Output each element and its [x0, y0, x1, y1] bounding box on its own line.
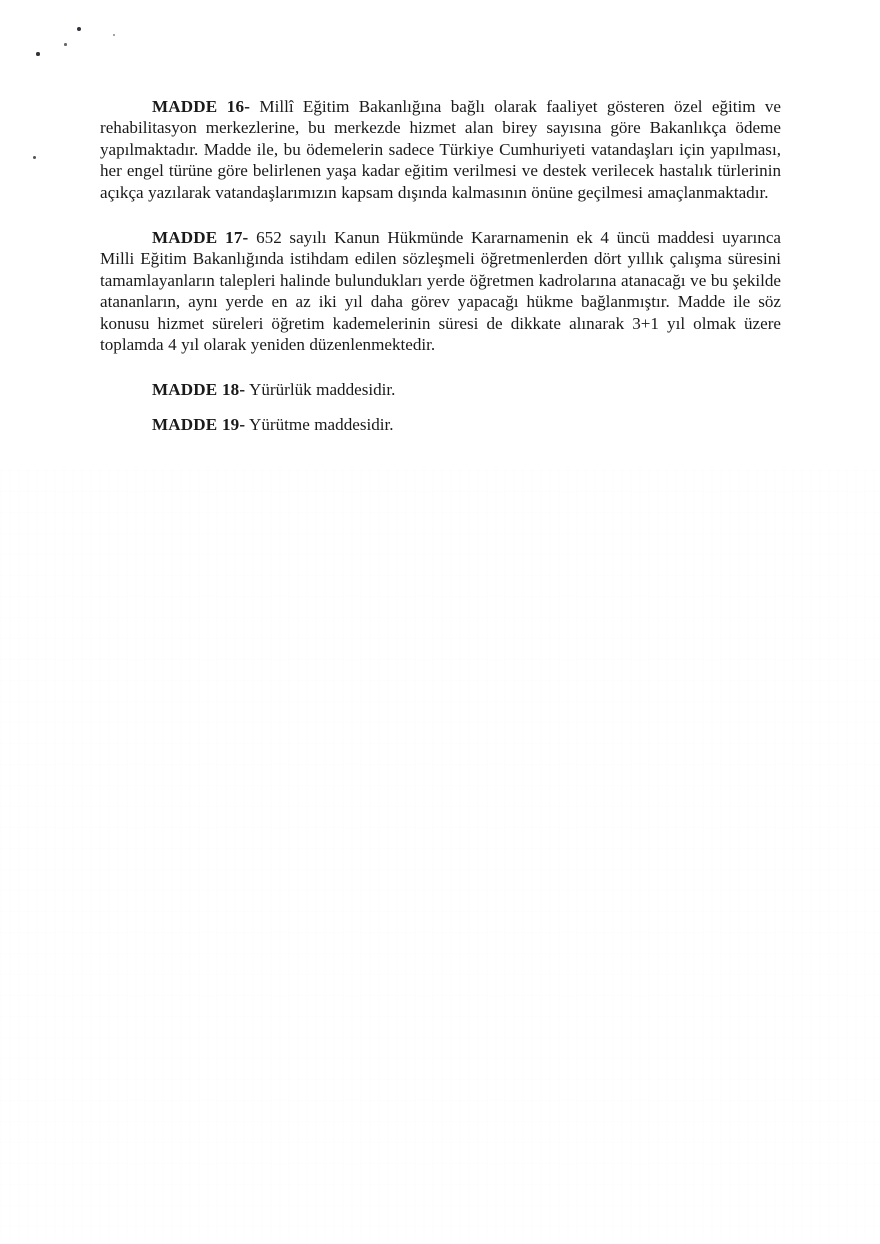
article-text-madde-18: Yürürlük maddesidir.: [245, 380, 396, 400]
scan-speck: [36, 52, 40, 56]
scan-speck: [113, 34, 115, 36]
paragraph-madde-19: [100, 414, 781, 435]
paragraph-madde-18: [100, 379, 781, 400]
scan-bleedthrough-texture: [0, 470, 880, 1244]
article-text-madde-17: 652 sayılı Kanun Hükmünde Kararnamenin ek 4 üncü maddesi uyarınca Milli Eğitim Bakanlığında istihdam edilen sözleşmeli öğretmenlerden dört yıllık çalışma süresini tamamlayanların talepleri halinde bulundukları yerde öğretmen kadrolarına atanacağı ve bu şekilde atananların, aynı yerde en az iki yıl daha görev yapacağı hükme bağlanmıştır. Madde ile söz konusu hizmet süreleri öğretim kademelerinin süresi de dikkate alınarak 3+1 yıl olmak üzere toplamda 4 yıl olarak yeniden düzenlenmektedir.: [100, 228, 781, 355]
scan-speck: [77, 27, 81, 31]
article-label-madde-19: MADDE 19-: [152, 414, 246, 434]
article-text-madde-16: Millî Eğitim Bakanlığına bağlı olarak faaliyet gösteren özel eğitim ve rehabilitasyon merkezlerine, bu merkezde hizmet alan birey sayısına göre Bakanlıkça ödeme yapılmaktadır. Madde ile, bu ödemelerin sadece Türkiye Cumhuriyeti vatandaşları için yapılması, her engel türüne göre belirlenen yaşa kadar eğitim verilmesi ve destek verilecek hastalık türlerinin açıkça yazılarak vatandaşlarımızın kapsam dışında kalmasının önüne geçilmesi amaçlanmaktadır.: [100, 97, 781, 202]
scan-speck: [64, 43, 67, 46]
article-label-madde-18: MADDE 18-: [152, 380, 246, 400]
article-text-madde-19: Yürütme maddesidir.: [245, 414, 394, 434]
paragraph-madde-16: [100, 96, 781, 203]
article-label-madde-16: MADDE 16-: [152, 97, 251, 116]
paragraph-madde-17: [100, 227, 781, 355]
scan-speck: [33, 156, 36, 159]
document-text-body: [100, 96, 781, 435]
article-label-madde-17: MADDE 17-: [152, 228, 249, 248]
